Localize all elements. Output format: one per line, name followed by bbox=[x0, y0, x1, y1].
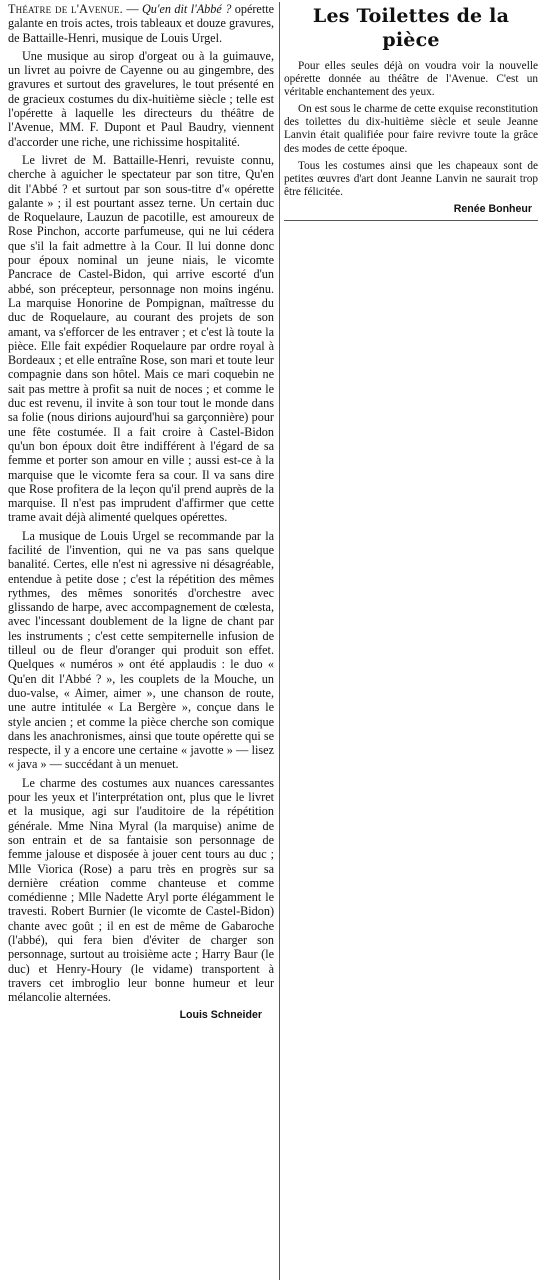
fashion-paragraph: Tous les costumes ainsi que les chapeaux sont de petites œuvres d'art dont Jeanne Lanvin ne saurait trop être félicitée. bbox=[284, 159, 538, 198]
fashion-paragraph: On est sous le charme de cette exquise reconstitution des toilettes du dix-huitième siècle et seule Jeanne Lanvin était qualifiée pour faire revivre toute la grâce des modes de cette époque. bbox=[284, 103, 538, 155]
column-divider bbox=[279, 2, 280, 1280]
section-rule bbox=[284, 220, 538, 221]
review-header: Théatre de l'Avenue. — Qu'en dit l'Abbé ? opérette galante en trois actes, trois tableaux et douze gravures, de Battaille-Henri, musique de Louis Urgel. bbox=[8, 2, 275, 45]
fashion-column bbox=[284, 4, 538, 221]
play-description: opérette galante en trois actes, trois tableaux et douze gravures, de Battaille-Henri, musique de Louis Urgel. bbox=[8, 2, 275, 45]
review-signature: Louis Schneider bbox=[179, 1009, 262, 1022]
review-paragraph: Le livret de M. Battaille-Henri, revuiste connu, cherche à aguicher le spectateur par son titre, Qu'en dit l'Abbé ? et surtout par son sous-titre d'« opérette galante » ; il est pourtant assez terne. Un certain duc de Roquelaure, Lauzun de pacotille, est amoureux de Rose Pinchon, accorte parfumeuse, qui ne lui cédera que s'il la fait admettre à la Cour. Il lui donne donc pour époux nominal un jeune niais, le vicomte Pancrace de Castel-Bidon, qui arrive escorté d'un abbé, son précepteur, personnage non moins ingénu. La marquise Honorine de Pompignan, maîtresse du duc de Roquelaure, au courant des projets de son amant, va s'efforcer de les entraver ; et c'est là toute la pièce. Elle fait expédier Roquelaure par ordre royal à Bordeaux ; et elle entraîne Rose, son mari et toute leur compagnie dans son hôtel. Mais ce mari coquebin ne sait pas mettre à profit sa nuit de noces ; et comme le duc est revenu, il invite à son tour tout le monde dans sa folie (nous dirions aujourd'hui sa garçonnière) pour une fête costumée. Il a fait croire à Castel-Bidon qu'un bon époux doit être indifférent à l'égard de sa femme et porter son amour en ville ; aussi est-ce à la marquise que le vicomte fera sa cour. Il va sans dire que Rose profitera de la leçon qu'il prend auprès de la marquise. Il n'est pas imprudent d'affirmer que cette trame avait déjà alimenté quelques opérettes. bbox=[8, 152, 274, 525]
fashion-signature: Renée Bonheur bbox=[453, 202, 532, 215]
play-title: Qu'en dit l'Abbé ? bbox=[141, 2, 232, 16]
review-paragraph: La musique de Louis Urgel se recommande par la facilité de l'invention, qui ne va pas sans quelque banalité. Certes, elle n'est ni agressive ni désagréable, entendue à petite dose ; c'est la répétition des mêmes rythmes, des mêmes sonorités d'orchestre avec glissando de harpe, avec accompagnement de cœlesta, avec l'incessant doublement de la ligne de chant par les instruments ; c'est cette sempiternelle infusion de tilleul ou de fleur d'oranger qui produit son effet. Quelques « numéros » ont été applaudis : le duo « Qu'en dit l'Abbé ? », les couplets de la Mouche, un duo-valse, « Aimer, aimer », une chanson de route, une autre intitulée « La Bergère », conçue dans le style ancien ; et comme la pièce cherche son comique dans les anachronismes, ainsi que toute opérette qui se respecte, il y a encore une certaine « javotte » — lisez « java » — succédant à un menuet. bbox=[8, 528, 274, 772]
fashion-paragraph: Pour elles seules déjà on voudra voir la nouvelle opérette donnée au théâtre de l'Avenue. C'est un véritable enchantement des yeux. bbox=[284, 60, 538, 99]
review-column bbox=[8, 2, 274, 1023]
fashion-headline: Les Toilettes de la pièce bbox=[312, 5, 510, 51]
review-paragraph: Une musique au sirop d'orgeat ou à la guimauve, un livret au poivre de Cayenne ou au gingembre, des gravures et surtout des gravelures, le tout présenté en de gracieux costumes du dix-huitième siècle ; telle est l'opérette à laquelle les directeurs du théâtre de l'Avenue, MM. F. Dupont et Paul Baudry, viennent d'accorder une riche, une richissime hospitalité. bbox=[8, 48, 274, 149]
review-paragraph: Le charme des costumes aux nuances caressantes pour les yeux et l'interprétation ont, plus que le livret et la musique, agi sur l'auditoire de la répétition générale. Mme Nina Myral (la marquise) anime de son entrain et de sa fantaisie son personnage de femme jalouse et disposée à jouer cent tours au duc ; Mlle Viorica (Rose) a paru très en progrès sur sa dernière création comme chanteuse et comme comédienne ; Mlle Nadette Aryl porte élégamment le travesti. Robert Burnier (le vicomte de Castel-Bidon) chante avec goût ; il en est de même de Gabaroche (l'abbé), qui fera bien d'éviter de charger son personnage, surtout au troisième acte ; Harry Baur (le duc) et Henry-Houry (le vidame) transportent à travers cet imbroglio leur bonne humeur et leur mélancolie alternées. bbox=[8, 775, 274, 1005]
venue-name: Théatre de l'Avenue. bbox=[8, 2, 123, 16]
